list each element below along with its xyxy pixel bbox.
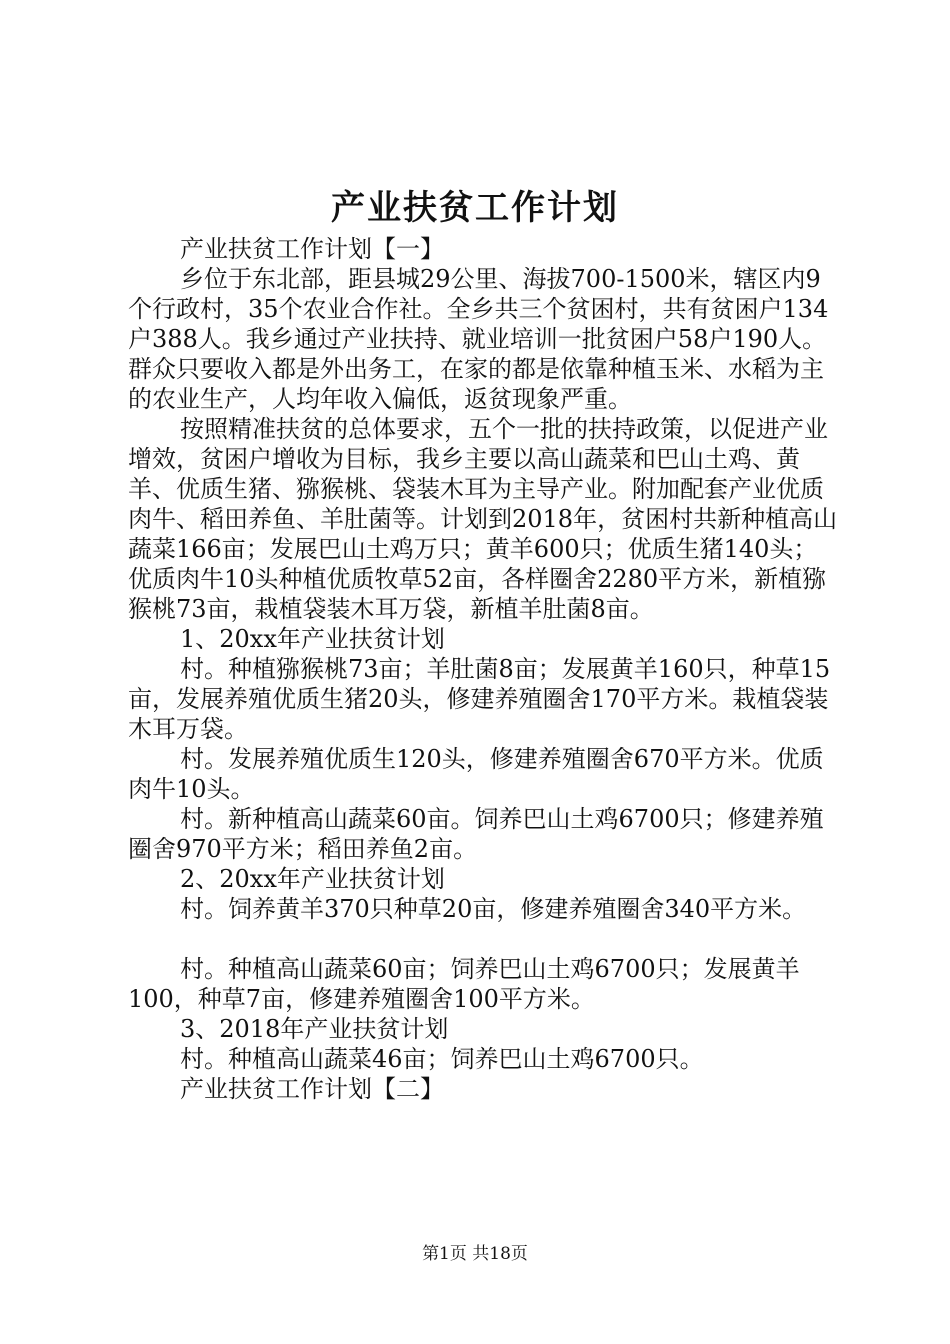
body-paragraph: 村。发展养殖优质生120头，修建养殖圈舍670平方米。优质肉牛10头。 (128, 745, 824, 803)
body-paragraph: 村。种植高山蔬菜46亩；饲养巴山土鸡6700只。 (180, 1045, 704, 1073)
body-paragraph: 乡位于东北部，距县城29公里、海拔700-1500米，辖区内9个行政村，35个农业合作社。全乡共三个贫困村，共有贫困户134户388人。我乡通过产业扶持、就业培训一批贫困户58户190人。群众只要收入都是外出务工，在家的都是依靠种植玉米、水稻为主的农业生产，人均年收入偏低，返贫现象严重。 (128, 265, 829, 413)
body-paragraph: 村。饲养黄羊370只种草20亩，修建养殖圈舍340平方米。 (180, 895, 807, 923)
document-body (128, 234, 840, 1104)
subsection-heading: 3、2018年产业扶贫计划 (180, 1015, 449, 1043)
body-paragraph: 村。新种植高山蔬菜60亩。饲养巴山土鸡6700只；修建养殖圈舍970平方米；稻田养鱼2亩。 (128, 805, 824, 863)
document-title: 产业扶贫工作计划 (331, 188, 619, 228)
body-paragraph: 村。种植猕猴桃73亩；羊肚菌8亩；发展黄羊160只，种草15亩，发展养殖优质生猪20头，修建养殖圈舍170平方米。栽植袋装木耳万袋。 (128, 655, 831, 743)
subsection-heading: 1、20xx年产业扶贫计划 (180, 625, 445, 653)
subsection-heading: 2、20xx年产业扶贫计划 (180, 865, 445, 893)
body-paragraph: 村。种植高山蔬菜60亩；饲养巴山土鸡6700只；发展黄羊100，种草7亩，修建养殖圈舍100平方米。 (128, 955, 800, 1013)
page-number-footer: 第1页 共18页 (422, 1244, 528, 1264)
section-heading: 产业扶贫工作计划【二】 (180, 1075, 444, 1103)
section-heading: 产业扶贫工作计划【一】 (180, 235, 444, 263)
body-paragraph: 按照精准扶贫的总体要求，五个一批的扶持政策，以促进产业增效，贫困户增收为目标，我乡主要以高山蔬菜和巴山土鸡、黄羊、优质生猪、猕猴桃、袋装木耳为主导产业。附加配套产业优质肉牛、稻田养鱼、羊肚菌等。计划到2018年，贫困村共新种植高山蔬菜166亩；发展巴山土鸡万只；黄羊600只；优质生猪140头；优质肉牛10头种植优质牧草52亩，各样圈舍2280平方米，新植猕猴桃73亩，栽植袋装木耳万袋，新植羊肚菌8亩。 (128, 415, 838, 623)
